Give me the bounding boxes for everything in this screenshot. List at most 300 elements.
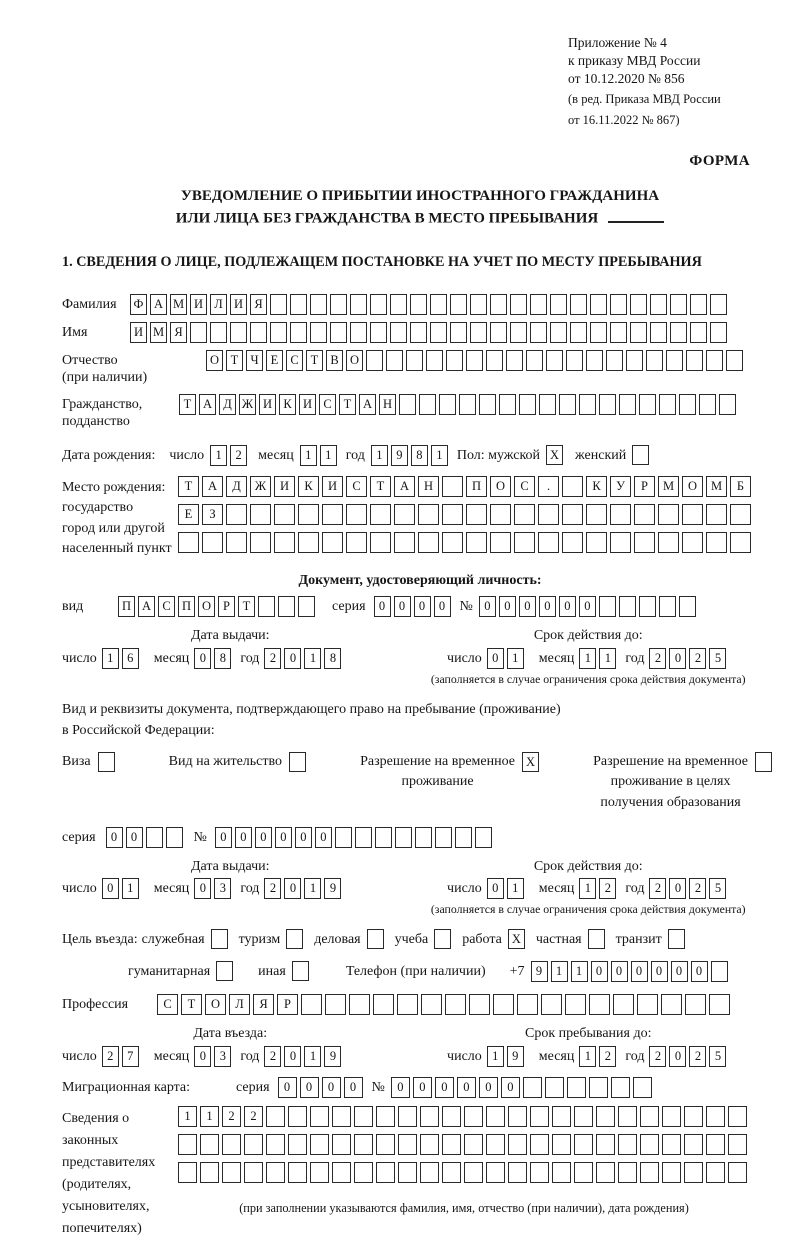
- char-cell[interactable]: [442, 1106, 461, 1127]
- char-cell[interactable]: 0: [487, 648, 504, 669]
- char-cell[interactable]: 0: [591, 961, 608, 982]
- char-cell[interactable]: [590, 322, 607, 343]
- char-cell[interactable]: [730, 532, 751, 553]
- char-cell[interactable]: Я: [253, 994, 274, 1015]
- char-cell[interactable]: [464, 1134, 483, 1155]
- char-cell[interactable]: [711, 961, 728, 982]
- char-cell[interactable]: [493, 994, 514, 1015]
- char-cell[interactable]: [266, 1134, 285, 1155]
- char-cell[interactable]: [634, 532, 655, 553]
- char-cell[interactable]: 5: [709, 878, 726, 899]
- char-cell[interactable]: [226, 532, 247, 553]
- char-cell[interactable]: О: [346, 350, 363, 371]
- purpose-humanitarian-checkbox[interactable]: [216, 961, 233, 981]
- char-cell[interactable]: [310, 1106, 329, 1127]
- char-cell[interactable]: [596, 1162, 615, 1183]
- char-cell[interactable]: [250, 322, 267, 343]
- char-cell[interactable]: [730, 504, 751, 525]
- char-cell[interactable]: [310, 322, 327, 343]
- char-cell[interactable]: [567, 1077, 586, 1098]
- char-cell[interactable]: [290, 294, 307, 315]
- char-cell[interactable]: [611, 1077, 630, 1098]
- char-cell[interactable]: [685, 994, 706, 1015]
- char-cell[interactable]: [486, 1106, 505, 1127]
- char-cell[interactable]: [562, 532, 583, 553]
- char-cell[interactable]: 1: [178, 1106, 197, 1127]
- char-cell[interactable]: Е: [178, 504, 199, 525]
- char-cell[interactable]: С: [158, 596, 175, 617]
- char-cell[interactable]: [550, 294, 567, 315]
- char-cell[interactable]: [376, 1162, 395, 1183]
- char-cell[interactable]: 0: [394, 596, 411, 617]
- char-cell[interactable]: 0: [434, 596, 451, 617]
- char-cell[interactable]: Т: [179, 394, 196, 415]
- char-cell[interactable]: [630, 294, 647, 315]
- char-cell[interactable]: [410, 322, 427, 343]
- purpose-private-checkbox[interactable]: [588, 929, 605, 949]
- char-cell[interactable]: 0: [519, 596, 536, 617]
- char-cell[interactable]: [394, 504, 415, 525]
- char-cell[interactable]: 8: [324, 648, 341, 669]
- char-cell[interactable]: А: [394, 476, 415, 497]
- char-cell[interactable]: [490, 294, 507, 315]
- char-cell[interactable]: [146, 827, 163, 848]
- char-cell[interactable]: Р: [277, 994, 298, 1015]
- char-cell[interactable]: [610, 294, 627, 315]
- char-cell[interactable]: [726, 350, 743, 371]
- char-cell[interactable]: 0: [559, 596, 576, 617]
- char-cell[interactable]: [399, 394, 416, 415]
- char-cell[interactable]: [370, 294, 387, 315]
- char-cell[interactable]: О: [205, 994, 226, 1015]
- char-cell[interactable]: [479, 394, 496, 415]
- char-cell[interactable]: 0: [391, 1077, 410, 1098]
- char-cell[interactable]: И: [190, 294, 207, 315]
- char-cell[interactable]: С: [319, 394, 336, 415]
- char-cell[interactable]: [475, 827, 492, 848]
- char-cell[interactable]: [355, 827, 372, 848]
- char-cell[interactable]: [661, 994, 682, 1015]
- char-cell[interactable]: [366, 350, 383, 371]
- char-cell[interactable]: М: [170, 294, 187, 315]
- char-cell[interactable]: И: [274, 476, 295, 497]
- char-cell[interactable]: А: [359, 394, 376, 415]
- char-cell[interactable]: 0: [499, 596, 516, 617]
- char-cell[interactable]: 0: [579, 596, 596, 617]
- char-cell[interactable]: Т: [306, 350, 323, 371]
- purpose-transit-checkbox[interactable]: [668, 929, 685, 949]
- char-cell[interactable]: И: [322, 476, 343, 497]
- char-cell[interactable]: 0: [479, 596, 496, 617]
- char-cell[interactable]: [538, 532, 559, 553]
- char-cell[interactable]: [530, 1134, 549, 1155]
- char-cell[interactable]: [686, 350, 703, 371]
- char-cell[interactable]: П: [466, 476, 487, 497]
- char-cell[interactable]: [728, 1106, 747, 1127]
- char-cell[interactable]: [486, 1162, 505, 1183]
- char-cell[interactable]: [469, 994, 490, 1015]
- char-cell[interactable]: [565, 994, 586, 1015]
- char-cell[interactable]: 0: [106, 827, 123, 848]
- char-cell[interactable]: [634, 504, 655, 525]
- char-cell[interactable]: М: [658, 476, 679, 497]
- char-cell[interactable]: [541, 994, 562, 1015]
- char-cell[interactable]: [596, 1106, 615, 1127]
- char-cell[interactable]: [310, 1134, 329, 1155]
- purpose-work-checkbox[interactable]: [508, 929, 525, 949]
- char-cell[interactable]: [684, 1162, 703, 1183]
- char-cell[interactable]: 2: [230, 445, 247, 466]
- char-cell[interactable]: [298, 532, 319, 553]
- char-cell[interactable]: [574, 1162, 593, 1183]
- char-cell[interactable]: 0: [487, 878, 504, 899]
- char-cell[interactable]: 2: [264, 878, 281, 899]
- char-cell[interactable]: [684, 1134, 703, 1155]
- char-cell[interactable]: [166, 827, 183, 848]
- char-cell[interactable]: 8: [411, 445, 428, 466]
- char-cell[interactable]: [410, 294, 427, 315]
- char-cell[interactable]: [190, 322, 207, 343]
- char-cell[interactable]: [666, 350, 683, 371]
- char-cell[interactable]: [490, 322, 507, 343]
- char-cell[interactable]: [538, 504, 559, 525]
- char-cell[interactable]: [346, 504, 367, 525]
- char-cell[interactable]: 1: [579, 878, 596, 899]
- char-cell[interactable]: [178, 1162, 197, 1183]
- char-cell[interactable]: [599, 394, 616, 415]
- char-cell[interactable]: [630, 322, 647, 343]
- char-cell[interactable]: [728, 1162, 747, 1183]
- char-cell[interactable]: Н: [379, 394, 396, 415]
- char-cell[interactable]: [222, 1162, 241, 1183]
- char-cell[interactable]: Ж: [239, 394, 256, 415]
- char-cell[interactable]: Б: [730, 476, 751, 497]
- char-cell[interactable]: [330, 294, 347, 315]
- char-cell[interactable]: К: [298, 476, 319, 497]
- char-cell[interactable]: [350, 322, 367, 343]
- char-cell[interactable]: [270, 322, 287, 343]
- char-cell[interactable]: [442, 1134, 461, 1155]
- char-cell[interactable]: 0: [284, 1046, 301, 1067]
- char-cell[interactable]: 0: [194, 1046, 211, 1067]
- char-cell[interactable]: [430, 294, 447, 315]
- char-cell[interactable]: [200, 1162, 219, 1183]
- char-cell[interactable]: [466, 532, 487, 553]
- char-cell[interactable]: [706, 1162, 725, 1183]
- char-cell[interactable]: [710, 322, 727, 343]
- sex-male-checkbox[interactable]: [546, 445, 563, 465]
- char-cell[interactable]: 0: [539, 596, 556, 617]
- char-cell[interactable]: 0: [374, 596, 391, 617]
- char-cell[interactable]: [286, 929, 303, 949]
- char-cell[interactable]: 2: [689, 878, 706, 899]
- char-cell[interactable]: 9: [324, 1046, 341, 1067]
- char-cell[interactable]: Н: [418, 476, 439, 497]
- char-cell[interactable]: [464, 1162, 483, 1183]
- char-cell[interactable]: 2: [649, 1046, 666, 1067]
- char-cell[interactable]: [606, 350, 623, 371]
- char-cell[interactable]: [709, 994, 730, 1015]
- char-cell[interactable]: 1: [571, 961, 588, 982]
- char-cell[interactable]: О: [490, 476, 511, 497]
- char-cell[interactable]: [266, 1162, 285, 1183]
- char-cell[interactable]: [466, 504, 487, 525]
- char-cell[interactable]: [442, 504, 463, 525]
- char-cell[interactable]: О: [206, 350, 223, 371]
- char-cell[interactable]: [506, 350, 523, 371]
- char-cell[interactable]: 1: [304, 648, 321, 669]
- char-cell[interactable]: [415, 827, 432, 848]
- char-cell[interactable]: [397, 994, 418, 1015]
- char-cell[interactable]: 0: [295, 827, 312, 848]
- char-cell[interactable]: [640, 1162, 659, 1183]
- char-cell[interactable]: М: [150, 322, 167, 343]
- char-cell[interactable]: [679, 394, 696, 415]
- char-cell[interactable]: [650, 322, 667, 343]
- char-cell[interactable]: [370, 532, 391, 553]
- char-cell[interactable]: [226, 504, 247, 525]
- char-cell[interactable]: [574, 1134, 593, 1155]
- char-cell[interactable]: [519, 394, 536, 415]
- char-cell[interactable]: 0: [631, 961, 648, 982]
- char-cell[interactable]: [442, 532, 463, 553]
- phone-cells[interactable]: [531, 961, 731, 982]
- char-cell[interactable]: [445, 994, 466, 1015]
- char-cell[interactable]: 3: [214, 878, 231, 899]
- char-cell[interactable]: [486, 1134, 505, 1155]
- char-cell[interactable]: [618, 1162, 637, 1183]
- char-cell[interactable]: 0: [194, 648, 211, 669]
- char-cell[interactable]: 0: [479, 1077, 498, 1098]
- char-cell[interactable]: [682, 532, 703, 553]
- char-cell[interactable]: 2: [102, 1046, 119, 1067]
- char-cell[interactable]: [574, 1106, 593, 1127]
- char-cell[interactable]: [390, 322, 407, 343]
- char-cell[interactable]: 0: [235, 827, 252, 848]
- purpose-business-checkbox[interactable]: [367, 929, 384, 949]
- char-cell[interactable]: [710, 294, 727, 315]
- char-cell[interactable]: [178, 532, 199, 553]
- char-cell[interactable]: [250, 504, 271, 525]
- char-cell[interactable]: [289, 752, 306, 772]
- char-cell[interactable]: И: [259, 394, 276, 415]
- char-cell[interactable]: Ж: [250, 476, 271, 497]
- char-cell[interactable]: 5: [709, 648, 726, 669]
- char-cell[interactable]: [266, 1106, 285, 1127]
- char-cell[interactable]: 0: [501, 1077, 520, 1098]
- char-cell[interactable]: [420, 1106, 439, 1127]
- char-cell[interactable]: 9: [531, 961, 548, 982]
- char-cell[interactable]: [662, 1162, 681, 1183]
- char-cell[interactable]: 0: [413, 1077, 432, 1098]
- char-cell[interactable]: [530, 294, 547, 315]
- char-cell[interactable]: [419, 394, 436, 415]
- char-cell[interactable]: [418, 504, 439, 525]
- char-cell[interactable]: Д: [226, 476, 247, 497]
- char-cell[interactable]: 0: [255, 827, 272, 848]
- char-cell[interactable]: [332, 1134, 351, 1155]
- char-cell[interactable]: 0: [669, 648, 686, 669]
- char-cell[interactable]: [210, 322, 227, 343]
- char-cell[interactable]: [376, 1106, 395, 1127]
- char-cell[interactable]: Т: [238, 596, 255, 617]
- char-cell[interactable]: [288, 1162, 307, 1183]
- char-cell[interactable]: 2: [222, 1106, 241, 1127]
- char-cell[interactable]: 0: [126, 827, 143, 848]
- char-cell[interactable]: 0: [669, 878, 686, 899]
- char-cell[interactable]: 7: [122, 1046, 139, 1067]
- char-cell[interactable]: [640, 1106, 659, 1127]
- char-cell[interactable]: [670, 294, 687, 315]
- char-cell[interactable]: О: [198, 596, 215, 617]
- char-cell[interactable]: 1: [304, 878, 321, 899]
- char-cell[interactable]: [650, 294, 667, 315]
- char-cell[interactable]: [618, 1134, 637, 1155]
- char-cell[interactable]: [398, 1134, 417, 1155]
- char-cell[interactable]: [599, 596, 616, 617]
- char-cell[interactable]: [596, 1134, 615, 1155]
- char-cell[interactable]: [728, 1134, 747, 1155]
- char-cell[interactable]: К: [279, 394, 296, 415]
- char-cell[interactable]: [719, 394, 736, 415]
- char-cell[interactable]: [455, 827, 472, 848]
- temp-residence-edu-checkbox[interactable]: [755, 752, 772, 772]
- char-cell[interactable]: [466, 350, 483, 371]
- char-cell[interactable]: 2: [264, 1046, 281, 1067]
- char-cell[interactable]: 0: [278, 1077, 297, 1098]
- char-cell[interactable]: 1: [200, 1106, 219, 1127]
- char-cell[interactable]: [292, 961, 309, 981]
- char-cell[interactable]: [619, 596, 636, 617]
- char-cell[interactable]: Р: [634, 476, 655, 497]
- char-cell[interactable]: 0: [457, 1077, 476, 1098]
- char-cell[interactable]: [514, 532, 535, 553]
- char-cell[interactable]: 8: [214, 648, 231, 669]
- char-cell[interactable]: [470, 294, 487, 315]
- char-cell[interactable]: Л: [229, 994, 250, 1015]
- char-cell[interactable]: 2: [264, 648, 281, 669]
- char-cell[interactable]: [590, 294, 607, 315]
- char-cell[interactable]: [508, 1106, 527, 1127]
- char-cell[interactable]: И: [130, 322, 147, 343]
- char-cell[interactable]: [442, 1162, 461, 1183]
- char-cell[interactable]: [430, 322, 447, 343]
- char-cell[interactable]: [668, 929, 685, 949]
- char-cell[interactable]: [178, 1134, 197, 1155]
- purpose-tourism-checkbox[interactable]: [286, 929, 303, 949]
- char-cell[interactable]: С: [286, 350, 303, 371]
- char-cell[interactable]: 1: [304, 1046, 321, 1067]
- purpose-study-checkbox[interactable]: [434, 929, 451, 949]
- char-cell[interactable]: [274, 504, 295, 525]
- char-cell[interactable]: 1: [320, 445, 337, 466]
- char-cell[interactable]: А: [199, 394, 216, 415]
- char-cell[interactable]: [690, 322, 707, 343]
- char-cell[interactable]: [288, 1134, 307, 1155]
- char-cell[interactable]: [637, 994, 658, 1015]
- char-cell[interactable]: 1: [551, 961, 568, 982]
- char-cell[interactable]: [211, 929, 228, 949]
- char-cell[interactable]: [350, 294, 367, 315]
- char-cell[interactable]: 0: [194, 878, 211, 899]
- char-cell[interactable]: [330, 322, 347, 343]
- char-cell[interactable]: [288, 1106, 307, 1127]
- char-cell[interactable]: [222, 1134, 241, 1155]
- char-cell[interactable]: Т: [181, 994, 202, 1015]
- char-cell[interactable]: 1: [210, 445, 227, 466]
- char-cell[interactable]: 1: [122, 878, 139, 899]
- char-cell[interactable]: [552, 1134, 571, 1155]
- char-cell[interactable]: [349, 994, 370, 1015]
- char-cell[interactable]: [390, 294, 407, 315]
- char-cell[interactable]: 2: [649, 878, 666, 899]
- char-cell[interactable]: Т: [226, 350, 243, 371]
- char-cell[interactable]: 2: [599, 1046, 616, 1067]
- char-cell[interactable]: И: [299, 394, 316, 415]
- char-cell[interactable]: Т: [339, 394, 356, 415]
- char-cell[interactable]: 1: [487, 1046, 504, 1067]
- char-cell[interactable]: [398, 1106, 417, 1127]
- char-cell[interactable]: [398, 1162, 417, 1183]
- char-cell[interactable]: 1: [431, 445, 448, 466]
- char-cell[interactable]: 0: [275, 827, 292, 848]
- char-cell[interactable]: [376, 1134, 395, 1155]
- char-cell[interactable]: А: [202, 476, 223, 497]
- char-cell[interactable]: И: [230, 294, 247, 315]
- char-cell[interactable]: П: [178, 596, 195, 617]
- char-cell[interactable]: [202, 532, 223, 553]
- char-cell[interactable]: 1: [371, 445, 388, 466]
- char-cell[interactable]: [658, 504, 679, 525]
- char-cell[interactable]: Я: [250, 294, 267, 315]
- char-cell[interactable]: [450, 322, 467, 343]
- char-cell[interactable]: [684, 1106, 703, 1127]
- char-cell[interactable]: [662, 1106, 681, 1127]
- char-cell[interactable]: [562, 476, 583, 497]
- char-cell[interactable]: [659, 596, 676, 617]
- char-cell[interactable]: [706, 1134, 725, 1155]
- char-cell[interactable]: [335, 827, 352, 848]
- char-cell[interactable]: [98, 752, 115, 772]
- char-cell[interactable]: Ч: [246, 350, 263, 371]
- char-cell[interactable]: [418, 532, 439, 553]
- char-cell[interactable]: [589, 994, 610, 1015]
- char-cell[interactable]: [639, 596, 656, 617]
- char-cell[interactable]: [586, 532, 607, 553]
- char-cell[interactable]: [610, 532, 631, 553]
- char-cell[interactable]: 1: [102, 648, 119, 669]
- char-cell[interactable]: [508, 1134, 527, 1155]
- purpose-other-checkbox[interactable]: [292, 961, 309, 981]
- char-cell[interactable]: З: [202, 504, 223, 525]
- char-cell[interactable]: [545, 1077, 564, 1098]
- char-cell[interactable]: [406, 350, 423, 371]
- char-cell[interactable]: 1: [300, 445, 317, 466]
- char-cell[interactable]: [690, 294, 707, 315]
- char-cell[interactable]: [244, 1162, 263, 1183]
- char-cell[interactable]: [530, 1106, 549, 1127]
- char-cell[interactable]: 2: [244, 1106, 263, 1127]
- char-cell[interactable]: [395, 827, 412, 848]
- char-cell[interactable]: [298, 504, 319, 525]
- char-cell[interactable]: [552, 1106, 571, 1127]
- char-cell[interactable]: [646, 350, 663, 371]
- char-cell[interactable]: 5: [709, 1046, 726, 1067]
- char-cell[interactable]: А: [150, 294, 167, 315]
- char-cell[interactable]: [325, 994, 346, 1015]
- char-cell[interactable]: 3: [214, 1046, 231, 1067]
- char-cell[interactable]: [510, 322, 527, 343]
